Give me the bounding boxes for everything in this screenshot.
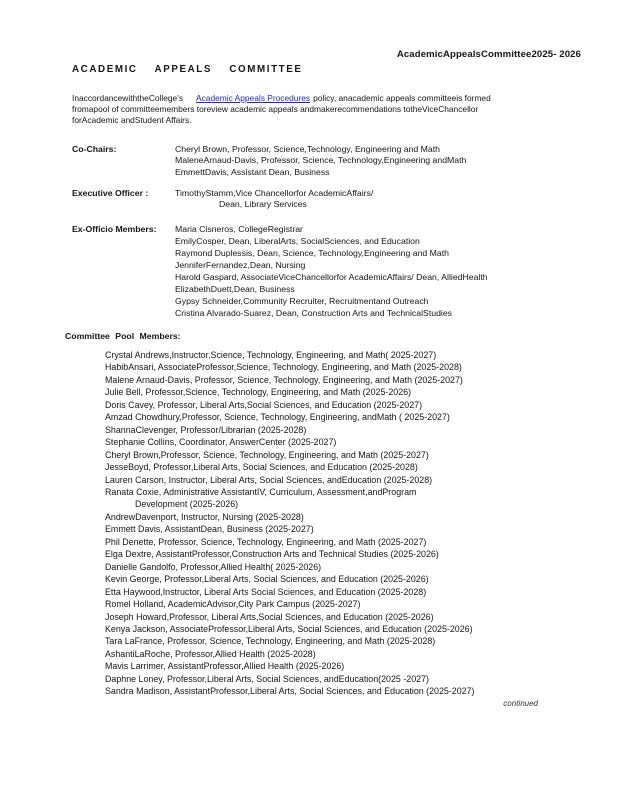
- pool-member-line: JesseBoyd, Professor,Liberal Arts, Social Sciences, and Education (2025-2028): [105, 462, 418, 473]
- ex-officio-label: Ex-Officio Members:: [72, 224, 157, 234]
- pool-member-line: Etta Haywood,Instructor, Liberal Arts Social Sciences, and Education (2025-2028): [105, 586, 427, 597]
- pool-member-line: Cheryl Brown,Professor, Science, Technology, Engineering, and Math (2025-2027): [105, 449, 429, 460]
- pool-member-line: Danielle Gandolfo, Professor,Allied Health( 2025-2026): [105, 561, 322, 572]
- pool-member-line: Phil Denette, Professor, Science, Technology, Engineering, and Math (2025-2027): [105, 536, 427, 547]
- continued-note: continued: [503, 699, 538, 708]
- co-chair-line: MaleneArnaud-Davis, Professor, Science, Technology,Engineering andMath: [175, 155, 467, 166]
- executive-officer-label: Executive Officer :: [72, 188, 149, 198]
- co-chair-line: EmmettDavis, Assistant Dean, Business: [175, 166, 330, 177]
- intro-paragraph: [72, 93, 577, 127]
- executive-officer-line: TimothyStamm,Vice Chancellorfor AcademicAffairs/: [175, 188, 374, 198]
- ex-officio-member-line: JenniferFernandez,Dean, Nursing: [175, 260, 306, 270]
- co-chair-line: Cheryl Brown, Professor, Science,Technology, Engineering and Math: [175, 144, 440, 154]
- intro-line1-before: InaccordancewiththeCollege's: [72, 93, 184, 103]
- pool-member-line: Tara LaFrance, Professor, Science, Technology, Engineering, and Math (2025-2028): [105, 636, 436, 647]
- ex-officio-member-line: Maria Cisneros, CollegeRegistrar: [175, 224, 303, 234]
- pool-member-line: Daphne Loney, Professor,Liberal Arts, Social Sciences, andEducation(2025 -2027): [105, 673, 429, 684]
- pool-member-line: Stephanie Collins, Coordinator, AnswerCenter (2025-2027): [105, 437, 337, 448]
- ex-officio-section: [72, 223, 488, 319]
- intro-line3: forAcademic andStudent Affairs.: [72, 115, 192, 126]
- running-header-title: AcademicAppealsCommittee2025- 2026: [396, 49, 581, 60]
- page-title: ACADEMIC APPEALS COMMITTEE: [72, 64, 303, 75]
- executive-officer-section: [72, 188, 373, 211]
- ex-officio-member-line: Raymond Duplessis, Dean, Science, Technology,Engineering and Math: [175, 248, 449, 258]
- pool-member-line: Joseph Howard,Professor, Liberal Arts,Social Sciences, and Education (2025-2026): [105, 611, 434, 622]
- pool-member-line: Malene Arnaud-Davis, Professor, Science, Technology, Engineering, and Math (2025-2027): [105, 374, 463, 385]
- intro-line1-after: policy, anacademic appeals committeeis formed: [313, 93, 491, 103]
- pool-member-line: Romel Holland, AcademicAdvisor,City Park Campus (2025-2027): [105, 599, 361, 610]
- pool-member-line: Amzad Chowdhury,Professor, Science, Technology, Engineering, andMath ( 2025-2027): [105, 412, 450, 423]
- pool-member-line: Ranata Coxie, Administrative AssistantIV, Curriculum, Assessment,andProgram: [105, 486, 417, 497]
- ex-officio-member-line: Cristina Alvarado-Suarez, Dean, Construction Arts and TechnicalStudies: [175, 308, 453, 318]
- pool-member-line: Julie Bell, Professor,Science, Technology, Engineering, and Math (2025-2026): [105, 387, 412, 398]
- pool-member-line: ShannaClevenger, Professor/Librarian (2025-2028): [105, 424, 307, 435]
- pool-member-line: Lauren Carson, Instructor, Liberal Arts, Social Sciences, andEducation (2025-2028): [105, 474, 433, 485]
- pool-member-line: AshantiLaRoche, Professor,Allied Health (2025-2028): [105, 648, 316, 659]
- committee-pool-heading: Committee Pool Members:: [65, 331, 181, 341]
- pool-member-line: Kenya Jackson, AssociateProfessor,Liberal Arts, Social Sciences, and Education (2025-2026): [105, 623, 473, 634]
- pool-member-line: Doris Cavey, Professor, Liberal Arts,Social Sciences, and Education (2025-2027): [105, 399, 423, 410]
- pool-member-line: Mavis Larrimer, AssistantProfessor,Allied Health (2025-2026): [105, 661, 345, 672]
- ex-officio-member-line: Harold Gaspard, AssociateViceChancellorfor AcademicAffairs/ Dean, AlliedHealth: [175, 272, 488, 282]
- pool-member-line: Elga Dextre, AssistantProfessor,Construction Arts and Technical Studies (2025-2026): [105, 549, 439, 560]
- ex-officio-member-line: ElizabethDuett,Dean, Business: [175, 284, 295, 294]
- pool-member-line-wrap: Development (2025-2026): [135, 499, 239, 510]
- pool-member-line: Kevin George, Professor,Liberal Arts, Social Sciences, and Education (2025-2026): [105, 574, 429, 585]
- pool-member-line: HabibAnsari, AssociateProfessor,Science, Technology, Engineering, and Math (2025-2028): [105, 362, 462, 373]
- pool-member-line: Crystal Andrews,Instructor,Science, Technology, Engineering, and Math( 2025-2027): [105, 350, 437, 360]
- pool-member-line: Sandra Madison, AssistantProfessor,Liberal Arts, Social Sciences, and Education (2025-2027): [105, 686, 475, 697]
- pool-member-line: Emmett Davis, AssistantDean, Business (2025-2027): [105, 524, 314, 535]
- ex-officio-member-line: Gypsy Schneider,Community Recruiter, Recruitmentand Outreach: [175, 296, 429, 306]
- committee-pool-list: [105, 349, 585, 698]
- pool-member-line: AndrewDavenport, Instructor, Nursing (2025-2028): [105, 511, 304, 522]
- executive-officer-line: Dean, Library Services: [219, 199, 307, 210]
- intro-line2: fromapool of committeemembers toreview academic appeals andmakerecommendations totheViceChancellor: [72, 104, 479, 115]
- ex-officio-member-line: EmilyCosper, Dean, LiberalArts, SocialSciences, and Education: [175, 236, 420, 246]
- co-chairs-section: [72, 144, 466, 178]
- co-chairs-label: Co-Chairs:: [72, 144, 117, 154]
- academic-appeals-procedures-link[interactable]: Academic Appeals Procedures: [196, 93, 311, 103]
